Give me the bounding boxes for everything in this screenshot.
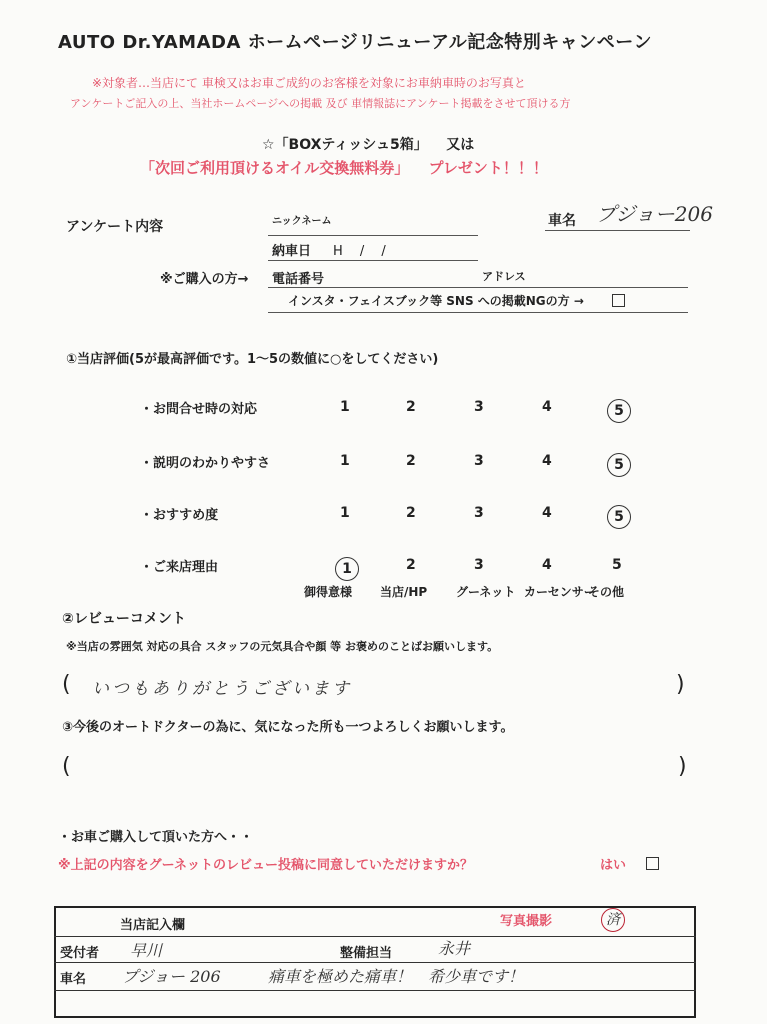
rating-option[interactable] <box>612 557 622 573</box>
rating-option[interactable] <box>406 399 416 415</box>
mechanic-label: 整備担当 <box>340 946 393 961</box>
improve-heading: ③今後のオートドクターの為に、気になった所も一つよろしくお願いします。 <box>62 720 514 735</box>
visit-reason-label: カーセンサー <box>524 585 596 599</box>
prize-oil-coupon: 「次回ご利用頂けるオイル交換無料券」 <box>140 159 410 177</box>
delivery-date-label: 納車日 <box>272 244 312 259</box>
sns-ng-label: インスタ・フェイスブック等 SNS への掲載NGの方 → <box>288 294 584 308</box>
rating-option[interactable] <box>406 505 416 521</box>
store-car-value: プジョー 206 <box>122 967 221 986</box>
rating-heading: ①当店評価(5が最高評価です。1～5の数値に○をしてください) <box>66 352 439 367</box>
receiver-value: 早川 <box>130 941 163 960</box>
improve-close-paren: ) <box>678 754 687 779</box>
store-box-row3 <box>54 990 696 991</box>
store-box-row1 <box>54 936 696 937</box>
target-note-line2: アンケートご記入の上、当社ホームページへの掲載 及び 車情報誌にアンケート掲載をさせて頂ける方 <box>70 97 571 110</box>
sns-ng-checkbox[interactable] <box>612 294 625 307</box>
rating-option-value: 5 <box>612 557 622 573</box>
store-car-note: 痛車を極めた痛車！ 希少車です！ <box>268 967 525 986</box>
rating-option-value: 3 <box>474 453 484 469</box>
rating-option[interactable] <box>340 453 350 469</box>
rating-option[interactable] <box>542 453 552 469</box>
rating-option-value: 2 <box>406 453 416 469</box>
rating-option-value: 2 <box>406 557 416 573</box>
visit-reason-label: 当店/HP <box>380 585 428 599</box>
rating-option[interactable] <box>474 505 484 521</box>
prize-tissue: ☆「BOXティッシュ5箱」 <box>262 137 428 153</box>
photo-label: 写真撮影 <box>500 914 553 929</box>
rating-option[interactable] <box>612 453 631 477</box>
consent-checkbox[interactable] <box>646 857 659 870</box>
rating-option-value: 3 <box>474 557 484 573</box>
rating-option-value: 4 <box>542 505 552 521</box>
rating-row-label: ・おすすめ度 <box>140 508 219 523</box>
campaign-title: AUTO Dr.YAMADA ホームページリニューアル記念特別キャンペーン <box>58 32 652 53</box>
prize-present: プレゼント！！！ <box>428 159 548 177</box>
rating-option-value: 3 <box>474 505 484 521</box>
delivery-date-value: H / / <box>333 244 386 259</box>
rating-row-label: ・ご来店理由 <box>140 560 219 575</box>
photo-value <box>606 908 625 932</box>
car-name-line <box>545 230 690 231</box>
improve-open-paren: ( <box>62 754 71 779</box>
rating-option[interactable] <box>612 399 631 423</box>
prize-or: 又は <box>446 137 475 153</box>
rating-option-value: 4 <box>542 399 552 415</box>
store-box-row2 <box>54 962 696 963</box>
rating-option[interactable] <box>542 505 552 521</box>
purchase-label: ※ご購入の方→ <box>160 272 249 287</box>
store-car-label: 車名 <box>60 972 87 987</box>
rating-option-selected: 5 <box>607 505 631 529</box>
rating-option[interactable] <box>612 505 631 529</box>
phone-label: 電話番号 <box>272 272 325 287</box>
rating-option-selected: 1 <box>335 557 359 581</box>
car-name-value: プジョー206 <box>596 202 713 226</box>
address-label: アドレス <box>482 270 526 283</box>
rating-option-selected: 5 <box>607 399 631 423</box>
visit-reason-label: グーネット <box>456 585 516 599</box>
rating-option[interactable] <box>340 557 359 581</box>
rating-option-value: 4 <box>542 557 552 573</box>
photo-circle: 済 <box>601 908 625 932</box>
consent-question: ※上記の内容をグーネットのレビュー投稿に同意していただけますか？ <box>58 858 473 873</box>
consent-yes-label: はい <box>600 858 627 873</box>
rating-option[interactable] <box>340 505 350 521</box>
rating-option-value: 2 <box>406 399 416 415</box>
receiver-label: 受付者 <box>60 946 100 961</box>
rating-option[interactable] <box>406 453 416 469</box>
delivery-date-line <box>268 260 478 261</box>
store-box-title: 当店記入欄 <box>120 918 186 933</box>
contact-line <box>268 287 688 288</box>
sns-line <box>268 312 688 313</box>
rating-option[interactable] <box>340 399 350 415</box>
review-open-paren: ( <box>62 672 71 697</box>
nickname-line <box>268 235 478 236</box>
rating-option-value: 1 <box>340 399 350 415</box>
rating-option[interactable] <box>542 399 552 415</box>
review-note: ※当店の雰囲気 対応の具合 スタッフの元気具合や顔 等 お褒めのことばお願いします。 <box>66 640 499 653</box>
car-name-label: 車名 <box>548 213 576 229</box>
rating-option-value: 4 <box>542 453 552 469</box>
review-heading: ②レビューコメント <box>62 611 186 627</box>
survey-label: アンケート内容 <box>66 219 164 235</box>
rating-option-value: 1 <box>340 505 350 521</box>
rating-option[interactable] <box>474 399 484 415</box>
rating-option[interactable] <box>542 557 552 573</box>
rating-option[interactable] <box>474 557 484 573</box>
rating-option-value: 3 <box>474 399 484 415</box>
prize-line1 <box>262 134 474 154</box>
target-note-line1: ※対象者…当店にて 車検又はお車ご成約のお客様を対象にお車納車時のお写真と <box>92 76 526 90</box>
prize-line2 <box>140 157 548 178</box>
rating-row-label: ・説明のわかりやすさ <box>140 456 271 471</box>
visit-reason-label: 御得意様 <box>304 585 353 599</box>
visit-reason-label: その他 <box>588 585 625 599</box>
nickname-label: ニックネーム <box>272 216 332 227</box>
mechanic-value: 永井 <box>438 939 471 958</box>
rating-option[interactable] <box>474 453 484 469</box>
rating-option-value: 2 <box>406 505 416 521</box>
rating-row-label: ・お問合せ時の対応 <box>140 402 258 417</box>
rating-option[interactable] <box>406 557 416 573</box>
consent-intro: ・お車ご購入して頂いた方へ・・ <box>58 830 254 845</box>
rating-option-value: 1 <box>340 453 350 469</box>
review-close-paren: ) <box>676 672 685 697</box>
review-comment[interactable]: いつもありがとうございます <box>92 679 352 699</box>
rating-option-selected: 5 <box>607 453 631 477</box>
